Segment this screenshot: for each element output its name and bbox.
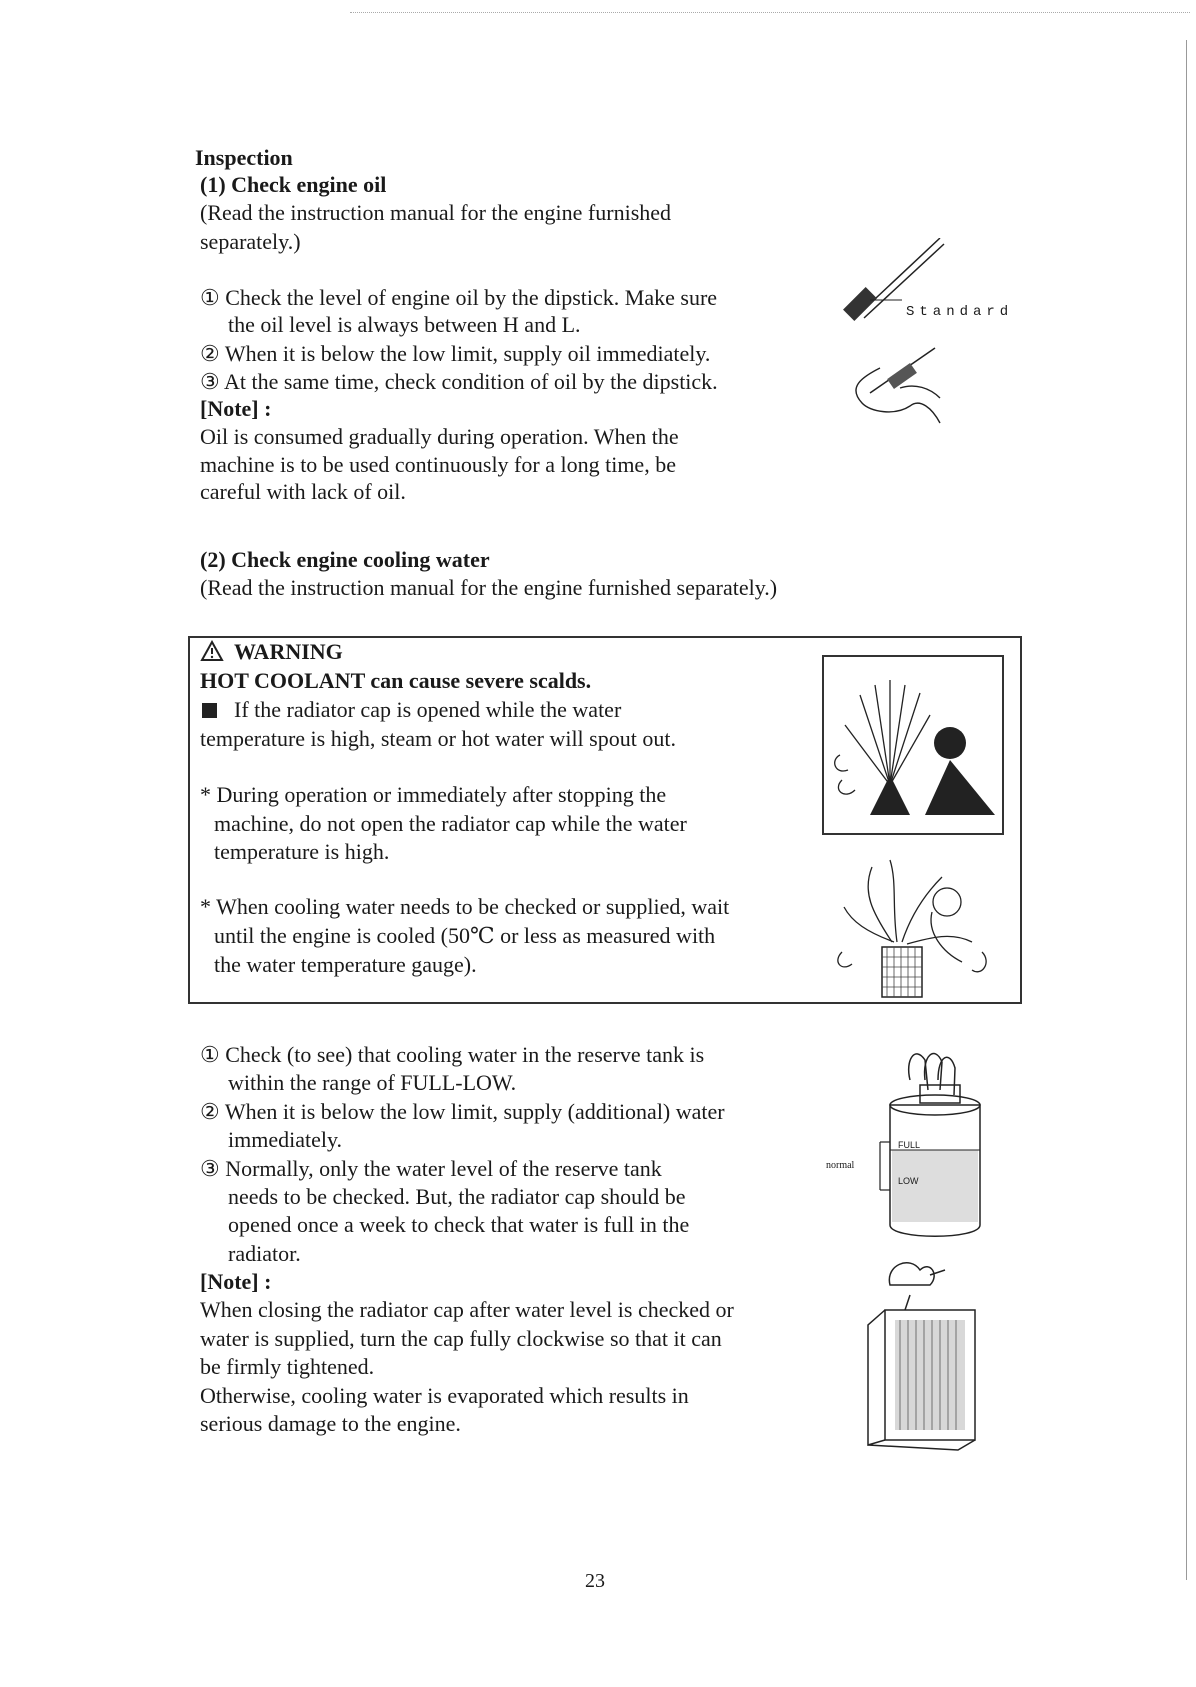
water-step2-line2: immediately. bbox=[228, 1127, 343, 1152]
dipstick-illustration bbox=[840, 238, 1030, 448]
reserve-tank-illustration bbox=[870, 1040, 1000, 1240]
page-number: 23 bbox=[585, 1570, 605, 1592]
oil-step2: ② When it is below the low limit, supply oil immediately. bbox=[200, 341, 711, 366]
water-note-label: [Note] : bbox=[200, 1269, 272, 1294]
warning-bullet-line2: temperature is high, steam or hot water will spout out. bbox=[200, 726, 676, 751]
oil-note-line2: machine is to be used continuously for a long time, be bbox=[200, 452, 676, 477]
warning-headline: HOT COOLANT can cause severe scalds. bbox=[200, 668, 592, 693]
water-step3-line1: ③ Normally, only the water level of the reserve tank bbox=[200, 1156, 662, 1181]
steam-hazard-illustration bbox=[830, 665, 996, 825]
radiator-steam-illustration bbox=[832, 852, 1002, 1002]
water-step3-line4: radiator. bbox=[228, 1241, 301, 1266]
dipstick-standard-label: Standard bbox=[906, 304, 1014, 320]
water-step2-line1: ② When it is below the low limit, supply (additional) water bbox=[200, 1099, 725, 1124]
oil-step1-line2: the oil level is always between H and L. bbox=[228, 312, 581, 337]
water-step1-line1: ① Check (to see) that cooling water in the reserve tank is bbox=[200, 1042, 705, 1067]
warning-bullet-line1: If the radiator cap is opened while the water bbox=[234, 697, 622, 722]
section-title: Inspection bbox=[195, 145, 293, 170]
water-note-line4: Otherwise, cooling water is evaporated which results in bbox=[200, 1383, 689, 1408]
oil-note-line1: Oil is consumed gradually during operation. When the bbox=[200, 424, 679, 449]
warning-item2-line2: until the engine is cooled (50℃ or less as measured with bbox=[214, 923, 716, 948]
warning-item2-line3: the water temperature gauge). bbox=[214, 952, 477, 977]
water-note-line2: water is supplied, turn the cap fully clockwise so that it can bbox=[200, 1326, 722, 1351]
water-note-line3: be firmly tightened. bbox=[200, 1354, 375, 1379]
warning-item2-line1: * When cooling water needs to be checked or supplied, wait bbox=[200, 894, 730, 919]
radiator-core bbox=[895, 1320, 965, 1430]
oil-step1-line1: ① Check the level of engine oil by the dipstick. Make sure bbox=[200, 285, 718, 310]
tank-water-fill bbox=[892, 1150, 978, 1222]
warning-label: WARNING bbox=[234, 639, 343, 664]
cooling-intro: (Read the instruction manual for the engine furnished separately.) bbox=[200, 575, 778, 600]
water-note-line5: serious damage to the engine. bbox=[200, 1411, 461, 1436]
water-note-line1: When closing the radiator cap after water level is checked or bbox=[200, 1297, 734, 1322]
radiator-fill-illustration bbox=[860, 1255, 990, 1455]
cooling-heading: (2) Check engine cooling water bbox=[200, 547, 490, 572]
warning-item1-line3: temperature is high. bbox=[214, 839, 390, 864]
oil-step3: ③ At the same time, check condition of oil by the dipstick. bbox=[200, 369, 718, 394]
scan-top-rule bbox=[350, 12, 1190, 13]
dipstick-handle bbox=[843, 287, 877, 321]
oil-intro-line2: separately.) bbox=[200, 229, 301, 254]
warning-bullet-square-icon bbox=[202, 703, 217, 718]
scan-right-rule bbox=[1186, 40, 1187, 1580]
water-step1-line2: within the range of FULL-LOW. bbox=[228, 1070, 517, 1095]
warning-item1-line2: machine, do not open the radiator cap while the water bbox=[214, 811, 687, 836]
warning-item1-line1: * During operation or immediately after stopping the bbox=[200, 782, 667, 807]
tank-normal-label: normal bbox=[826, 1160, 855, 1171]
oil-intro-line1: (Read the instruction manual for the engine furnished bbox=[200, 200, 672, 225]
oil-heading: (1) Check engine oil bbox=[200, 172, 387, 197]
oil-note-line3: careful with lack of oil. bbox=[200, 479, 406, 504]
dipstick-tip bbox=[887, 363, 917, 389]
tank-low-label: LOW bbox=[898, 1176, 919, 1186]
oil-note-label: [Note] : bbox=[200, 396, 272, 421]
water-step3-line2: needs to be checked. But, the radiator cap should be bbox=[228, 1184, 686, 1209]
tank-full-label: FULL bbox=[898, 1140, 921, 1150]
water-step3-line3: opened once a week to check that water is full in the bbox=[228, 1212, 690, 1237]
warning-triangle-icon bbox=[200, 640, 224, 662]
